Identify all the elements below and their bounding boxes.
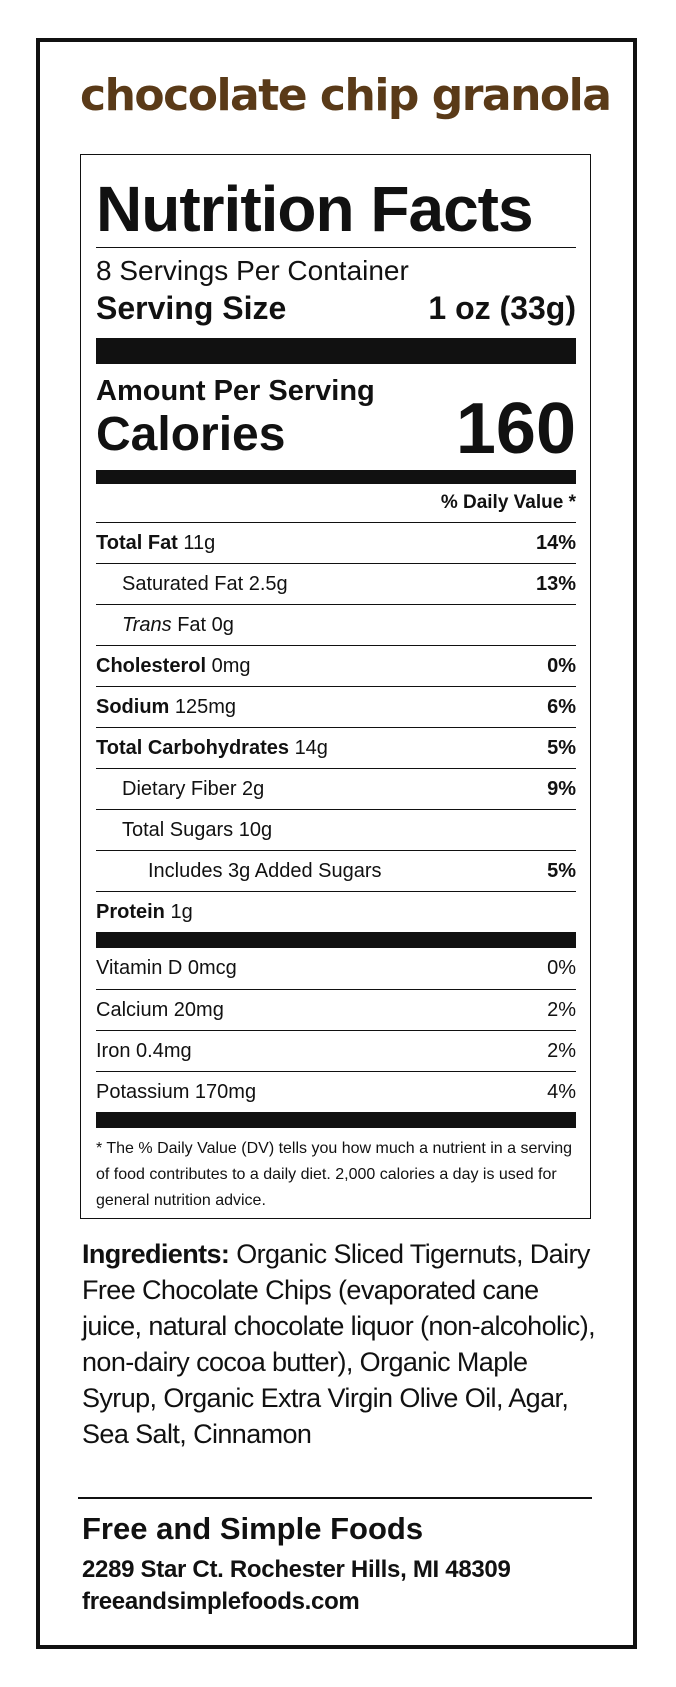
vitamin-label: Potassium 170mg [96,1080,257,1103]
calories-value: 160 [455,389,576,469]
nutrient-dv: 6% [547,695,576,718]
serving-size-value: 1 oz (33g) [428,290,576,326]
nutrient-label: Saturated Fat 2.5g [122,572,288,595]
calories-label: Calories [96,408,286,461]
nutrient-label: Total Sugars 10g [122,818,273,841]
nutrient-amount: 14g [294,736,328,759]
nutrient-row-trans-fat [96,604,576,645]
nutrient-label: Cholesterol [96,654,207,677]
vitamin-row-iron [96,1030,576,1071]
serving-size-label: Serving Size [96,290,287,326]
nutrient-label-italic: Trans [122,613,172,636]
nutrient-row-sodium [96,686,576,727]
nutrient-label: Total Carbohydrates [96,736,289,759]
amount-per-serving: Amount Per Serving [96,375,375,407]
nutrient-label: Includes 3g Added Sugars [148,859,382,882]
nutrient-amount: 1g [170,900,193,923]
nutrient-row-total-sugars [96,809,576,850]
vitamin-dv: 4% [547,1080,576,1103]
company-name: Free and Simple Foods [82,1511,424,1546]
nutrient-label: Protein [96,900,165,923]
thick-divider [96,338,576,364]
servings-per-container: 8 Servings Per Container [96,255,409,286]
nutrient-dv: 9% [547,777,576,800]
nutrient-dv: 14% [535,531,576,554]
nutrient-row-saturated-fat [96,563,576,604]
nutrient-dv: 13% [535,572,576,595]
vitamin-dv: 2% [547,1039,576,1062]
nutrient-label: Sodium [96,695,170,718]
nutrient-amount: 11g [183,531,216,554]
nutrient-dv: 0% [547,654,576,677]
nutrient-label: Fat 0g [177,613,234,636]
nutrient-label: Total Fat [96,531,178,554]
daily-value-footnote: * The % Daily Value (DV) tells you how much a nutrient in a serving of food contributes to a daily diet. 2,000 calories a day is used for general nutrition advice. [96,1140,573,1209]
nutrition-facts-panel [80,154,591,1219]
footnote-divider [96,1112,576,1128]
product-title: chocolate chip granola [80,70,611,121]
company-address: 2289 Star Ct. Rochester Hills, MI 48309 [82,1556,511,1583]
nutrient-row-dietary-fiber [96,768,576,809]
nutrient-row-total-carbohydrates [96,727,576,768]
nutrient-row-total-fat [96,522,576,563]
ingredients-label: Ingredients: [82,1239,230,1269]
vitamin-row-potassium [96,1071,576,1112]
footer-divider [78,1497,592,1499]
nutrition-facts-title: Nutrition Facts [96,173,533,245]
vitamin-label: Iron 0.4mg [96,1039,192,1062]
vitamins-divider [96,932,576,948]
nutrient-row-added-sugars [96,850,576,891]
divider [96,247,576,248]
vitamin-row-calcium [96,989,576,1030]
vitamin-dv: 0% [547,957,576,979]
serving-size-row [96,288,576,328]
ingredients-text: Organic Sliced Tigernuts, Dairy Free Chocolate Chips (evaporated cane juice, natural chocolate liquor (non-alcoholic), non-dairy cocoa butter), Organic Maple Syrup, Organic Extra Virgin Olive Oil, Agar, Sea Salt, Cinnamon [82,1239,595,1449]
nutrient-label: Dietary Fiber 2g [122,777,265,800]
vitamin-dv: 2% [547,998,576,1021]
medium-divider [96,470,576,484]
vitamin-row-vitamin-d [96,948,576,989]
nutrient-dv: 5% [547,859,576,882]
company-website: freeandsimplefoods.com [82,1588,360,1615]
vitamin-label: Vitamin D 0mcg [96,957,237,979]
nutrient-amount: 125mg [174,695,237,718]
daily-value-header: % Daily Value * [440,492,576,513]
nutrient-dv: 5% [547,736,576,759]
nutrient-amount: 0mg [211,654,251,677]
ingredients-block [82,1236,602,1452]
nutrient-row-cholesterol [96,645,576,686]
nutrient-row-protein [96,891,576,932]
vitamin-label: Calcium 20mg [96,998,224,1021]
